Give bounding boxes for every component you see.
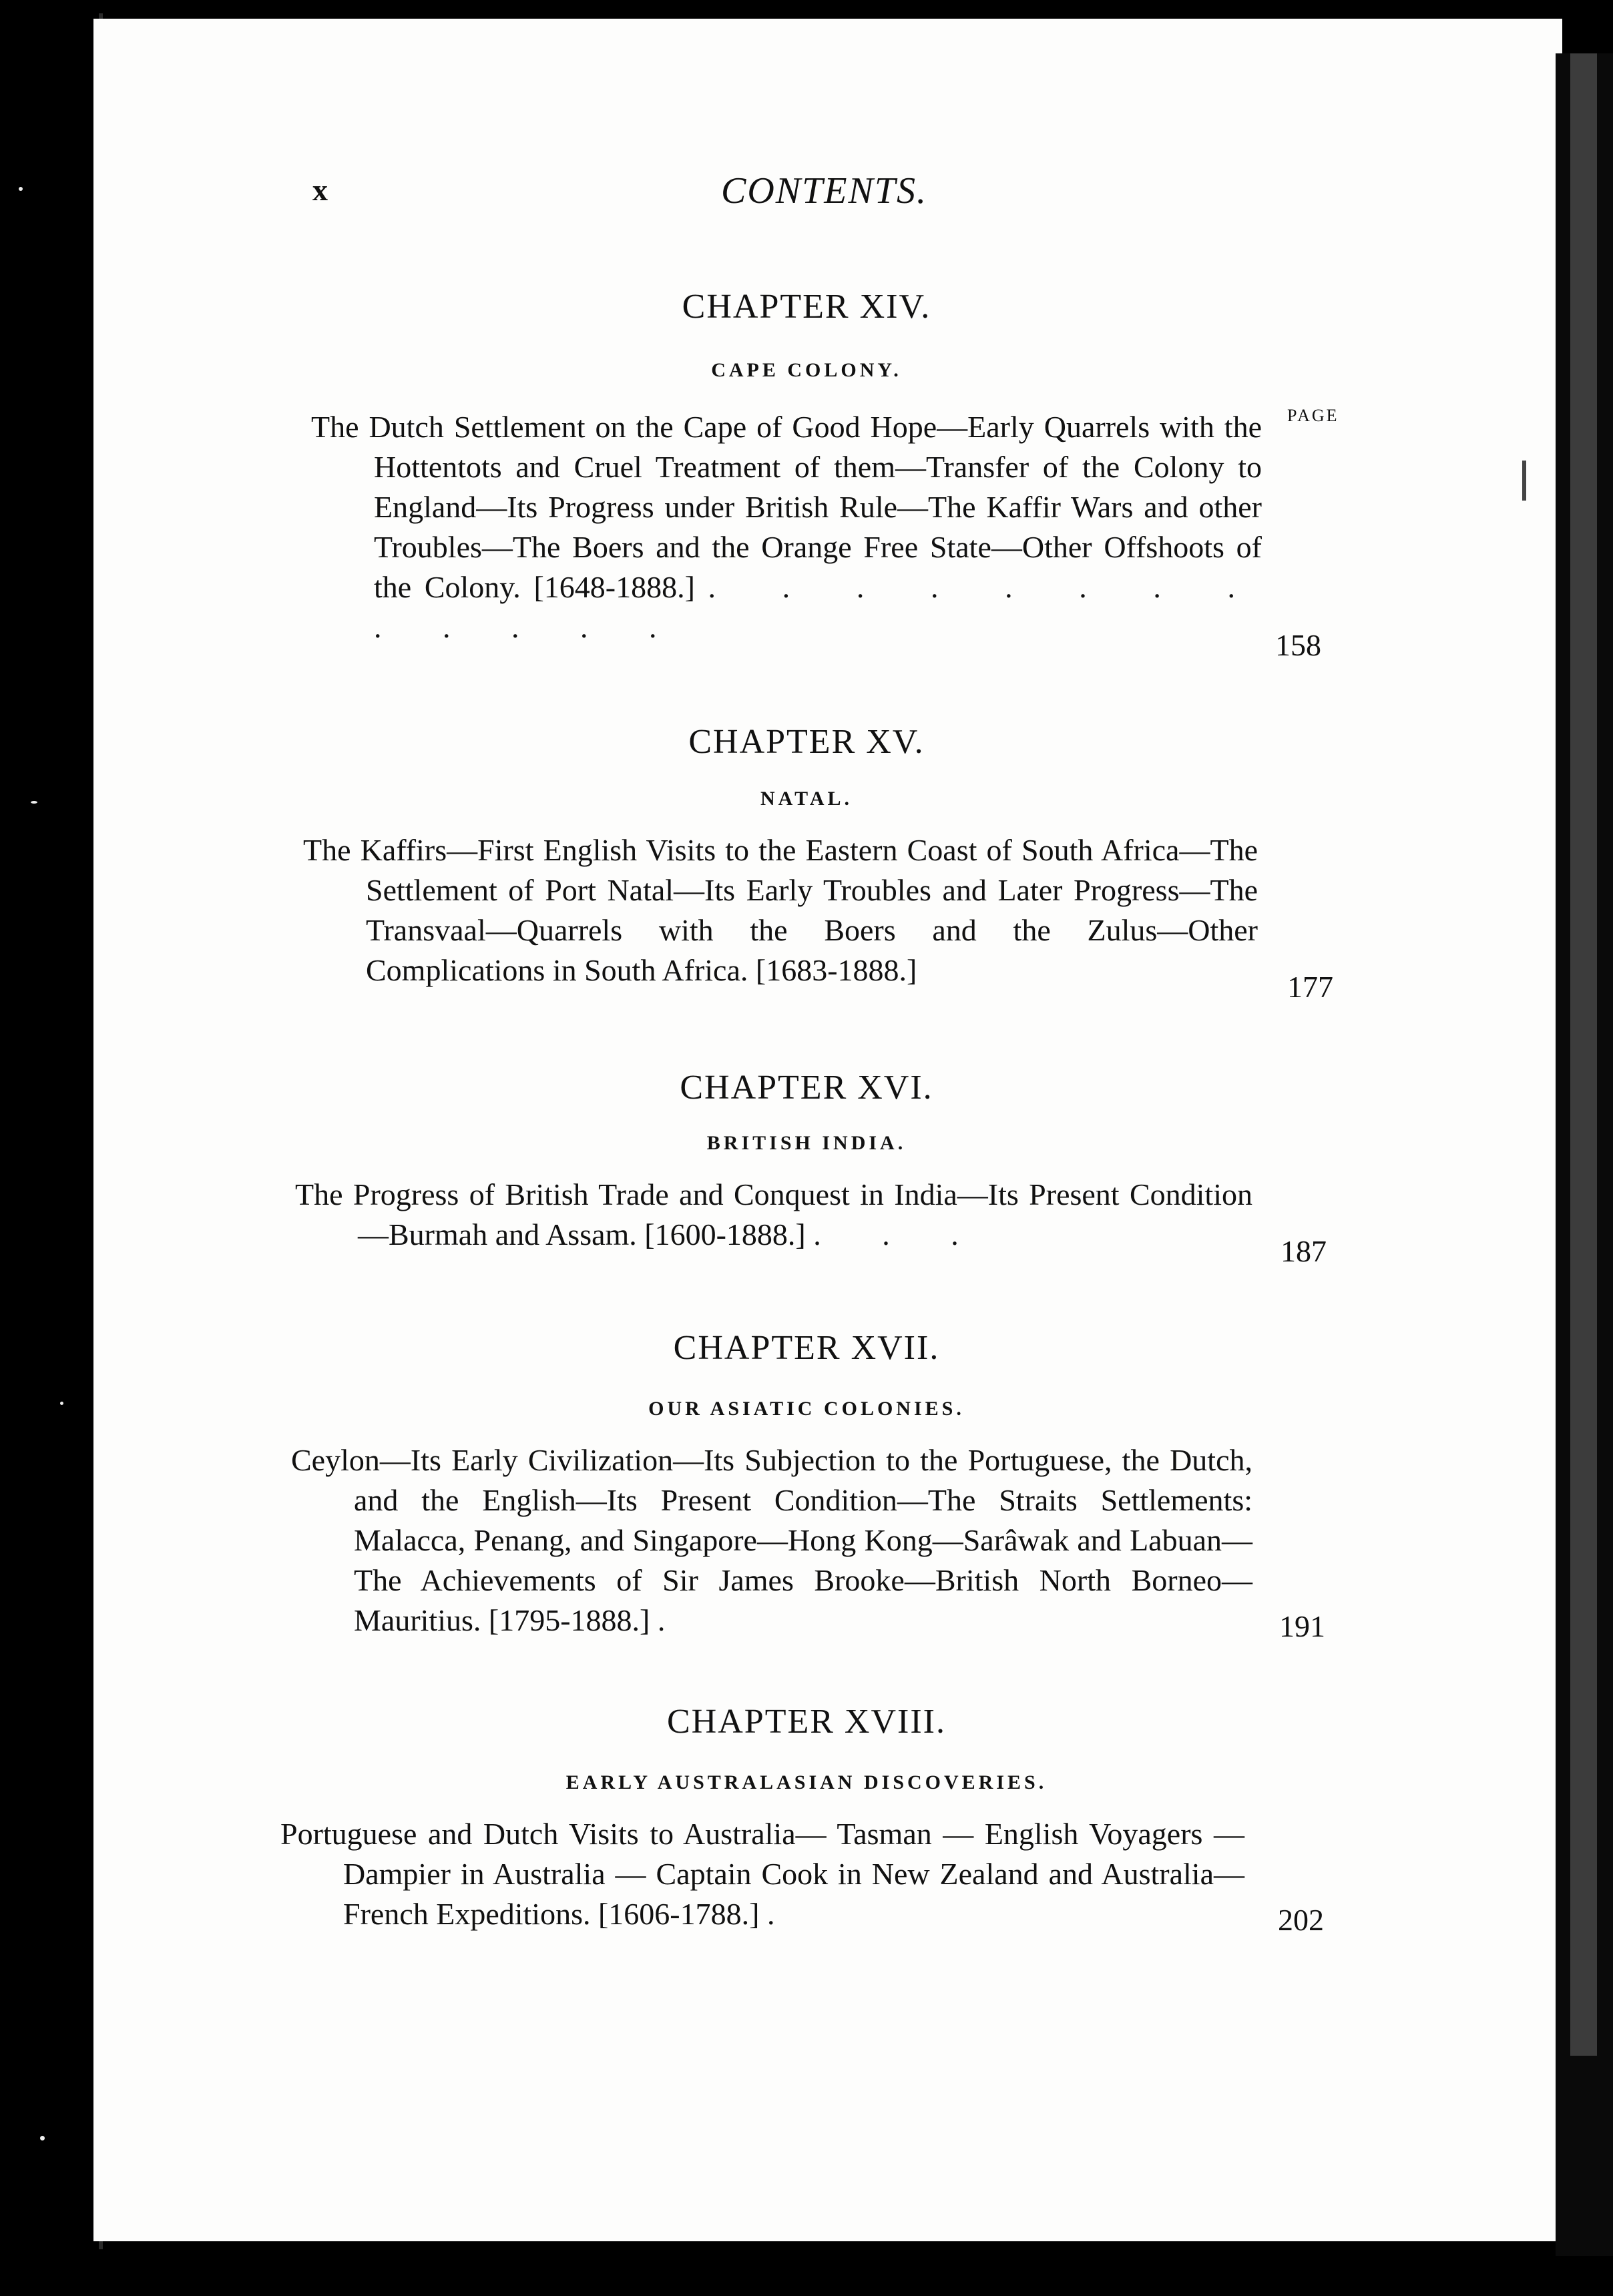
dot-leader: . . . <box>813 1217 985 1251</box>
dot-leader: . <box>657 1603 692 1637</box>
chapter-subtitle: OUR ASIATIC COLONIES. <box>648 1398 965 1420</box>
scan-speck <box>40 2136 45 2140</box>
page-number: 202 <box>1278 1903 1324 1937</box>
chapter-subtitle: EARLY AUSTRALASIAN DISCOVERIES. <box>565 1771 1048 1793</box>
chapter-title: CHAPTER XVIII. <box>667 1703 946 1741</box>
dot-leader: . . . . . . . . . . . . . <box>374 570 1262 644</box>
page-column-label: PAGE <box>1287 406 1339 425</box>
chapter-summary <box>291 1440 1252 1641</box>
page-number: 158 <box>1275 628 1321 662</box>
scan-speck <box>31 801 37 804</box>
chapter-title: CHAPTER XIV. <box>682 288 931 326</box>
chapter-title: CHAPTER XVI. <box>680 1069 933 1107</box>
page-header <box>0 172 1613 226</box>
chapter-subtitle: NATAL. <box>760 788 853 810</box>
chapter-title: CHAPTER XV. <box>688 723 925 761</box>
page-number: 177 <box>1287 970 1333 1004</box>
summary-text: The Kaffirs—First English Visits to the Eastern Coast of South Africa—The Settlement of Port Natal—Its Early Troubles and Later Progress—The Transvaal—Quarrels with the Boers and the Zulus—Other Complications in South Africa. [1683-1888.] <box>303 833 1258 987</box>
scan-speck <box>60 1402 63 1405</box>
chapter-summary <box>295 1175 1252 1255</box>
summary-text: Ceylon—Its Early Civilization—Its Subjection to the Portuguese, the Dutch, and the English—Its Present Condition—The Straits Settlements: Malacca, Penang, and Singapore—Hong Kong—Sarâwak and Labuan—The Achievements of Sir James Brooke—British North Borneo—Mauritius. [1795-1888.] <box>291 1443 1252 1637</box>
chapter-summary <box>311 407 1262 647</box>
chapter-subtitle: BRITISH INDIA. <box>706 1132 907 1154</box>
running-head: CONTENTS. <box>721 170 927 212</box>
dot-leader: . <box>766 1897 802 1931</box>
margin-mark <box>1522 461 1526 501</box>
summary-text: The Progress of British Trade and Conquest in India—Its Present Condition—Burmah and Assam. [1600-1888.] <box>295 1177 1252 1251</box>
page-folio: x <box>312 173 328 207</box>
page-edge-stripe <box>1570 53 1597 2056</box>
scan-speck <box>19 187 23 191</box>
summary-text: Portuguese and Dutch Visits to Australia— Tasman — English Voyagers — Dampier in Australia — Captain Cook in New Zealand and Australia—French Expeditions. [1606-1788.] <box>280 1817 1244 1931</box>
chapter-summary <box>280 1814 1244 1934</box>
right-page-edge <box>1556 53 1613 2256</box>
chapter-title: CHAPTER XVII. <box>673 1329 940 1367</box>
chapter-subtitle: CAPE COLONY. <box>711 359 902 381</box>
chapter-summary <box>303 830 1258 990</box>
page-number: 191 <box>1279 1609 1325 1643</box>
summary-text: The Dutch Settlement on the Cape of Good Hope—Early Quarrels with the Hottentots and Cruel Treatment of them—Transfer of the Colony to England—Its Progress under British Rule—The Kaffir Wars and other Troubles—The Boers and the Orange Free State—Other Offshoots of the Colony. [1648-1888.] <box>311 410 1262 604</box>
page-number: 187 <box>1281 1234 1327 1268</box>
